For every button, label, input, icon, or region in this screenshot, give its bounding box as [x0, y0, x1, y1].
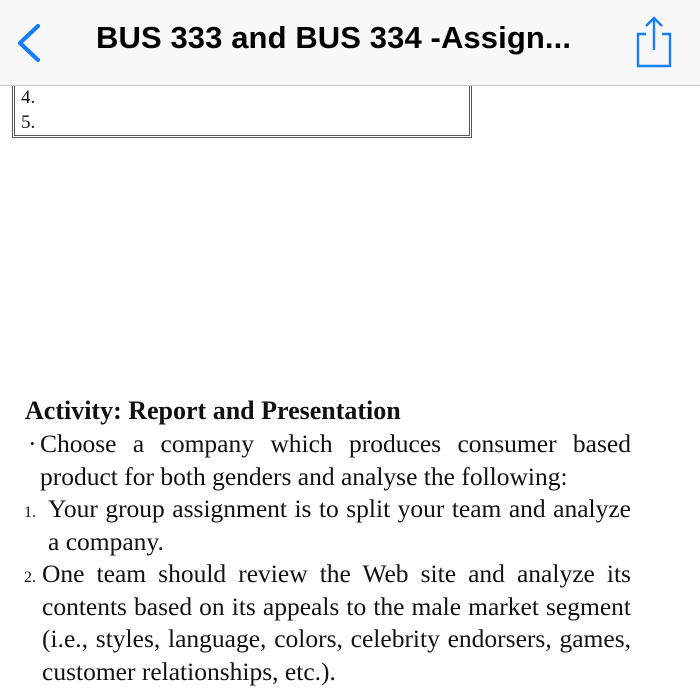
back-button[interactable]: [10, 18, 50, 68]
table-row-4: 4.: [21, 87, 36, 108]
share-icon: [632, 14, 676, 70]
activity-heading: Activity: Report and Presentation: [25, 396, 401, 425]
item-number-2: 2.: [24, 569, 36, 586]
table-row-5: 5.: [21, 112, 36, 133]
share-button[interactable]: [632, 14, 676, 70]
numbered-item-1-text: Your group assignment is to split your team and analyze a company.: [48, 494, 631, 556]
navigation-bar: [0, 0, 700, 86]
item-number-1: 1.: [24, 504, 36, 521]
chevron-left-icon: [10, 18, 50, 68]
document-title: BUS 333 and BUS 334 -Assign...: [96, 20, 572, 55]
bullet-item-text: Choose a company which produces consumer based product for both genders and analyse the following:: [40, 429, 631, 491]
table-fragment: [12, 86, 472, 138]
numbered-item-2-text: One team should review the Web site and analyze its contents based on its appeals to the male market segment (i.e., styles, language, colors, celebrity endorsers, games, customer relationships, etc.).: [42, 559, 631, 686]
bullet-marker: ·: [28, 429, 37, 458]
